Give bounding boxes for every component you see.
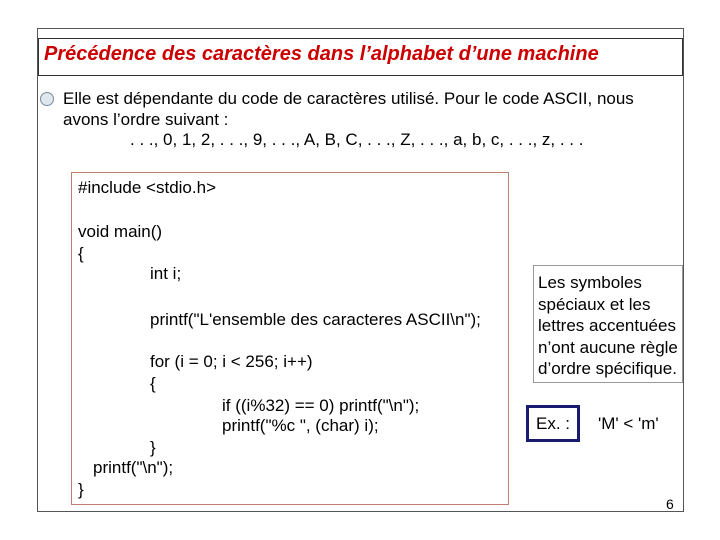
code-line: if ((i%32) == 0) printf("\n");	[222, 396, 420, 415]
code-line: printf("\n");	[93, 458, 174, 477]
code-line: for (i = 0; i < 256; i++)	[150, 352, 313, 371]
code-line: #include <stdio.h>	[78, 178, 216, 197]
example-value: 'M' < 'm'	[598, 414, 659, 433]
slide-title: Précédence des caractères dans l’alphabet d’une machine	[44, 43, 599, 65]
code-line: printf("%c ", (char) i);	[222, 416, 379, 435]
page-number: 6	[666, 496, 674, 512]
code-line: printf("L'ensemble des caracteres ASCII\n");	[150, 310, 481, 329]
code-line: }	[150, 438, 156, 457]
code-line: {	[150, 374, 156, 393]
code-line: }	[78, 480, 84, 499]
ascii-order-sequence: . . ., 0, 1, 2, . . ., 9, . . ., A, B, C, . . ., Z, . . ., a, b, c, . . ., z, . . .	[130, 130, 584, 149]
note-box: Les symboles spéciaux et les lettres accentuées n’ont aucune règle d’ordre spécifique.	[533, 265, 683, 383]
bullet-icon	[40, 92, 54, 106]
code-line: int i;	[150, 264, 182, 283]
intro-paragraph: Elle est dépendante du code de caractères utilisé. Pour le code ASCII, nous avons l’ordre suivant :	[63, 89, 634, 129]
code-line: {	[78, 244, 84, 263]
example-label: Ex. :	[526, 405, 580, 442]
code-line: void main()	[78, 222, 163, 241]
